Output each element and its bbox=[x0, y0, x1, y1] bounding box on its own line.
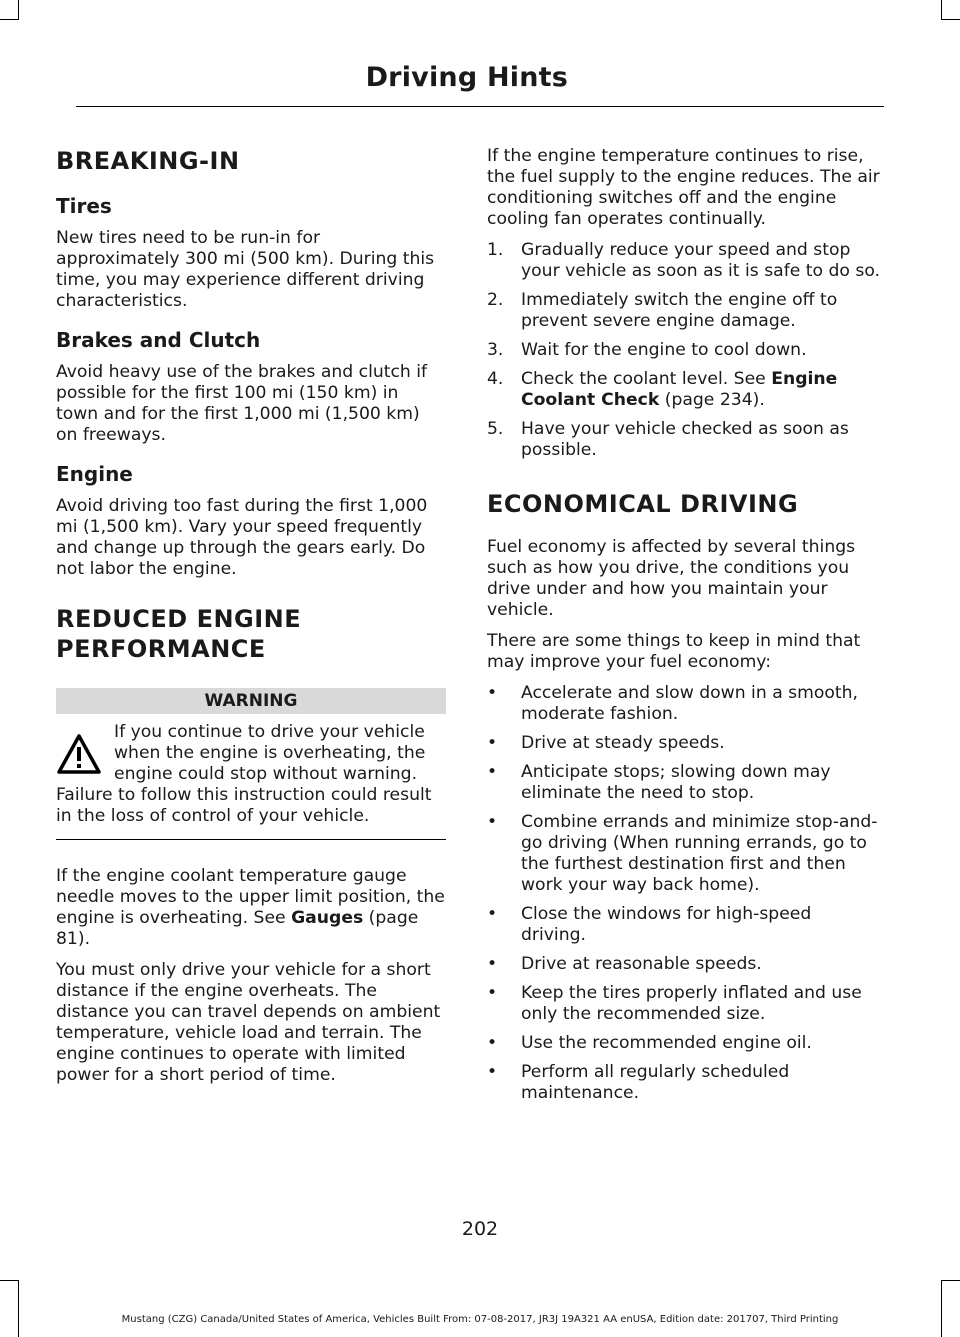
bullet: • bbox=[487, 1062, 498, 1082]
right-column bbox=[487, 146, 881, 1114]
subheading-engine: Engine bbox=[56, 462, 133, 486]
list-item-text: Combine errands and minimize stop-and-go driving (When running errands, go to the furthest destination first and then work your way back home). bbox=[521, 812, 878, 895]
warning-box bbox=[56, 722, 446, 840]
gauge-reference: Gauges bbox=[291, 908, 364, 928]
crop-mark bbox=[0, 1280, 18, 1281]
list-item-text: Keep the tires properly inflated and use only the recommended size. bbox=[521, 983, 862, 1024]
section-title-line-2: PERFORMANCE bbox=[56, 635, 266, 663]
section-title-line-1: REDUCED ENGINE bbox=[56, 605, 302, 633]
list-item-text: Perform all regularly scheduled maintenance. bbox=[521, 1062, 790, 1103]
gauge-page: (page 81). bbox=[56, 908, 419, 949]
left-column bbox=[56, 146, 446, 1096]
list-number: 3. bbox=[487, 340, 504, 360]
crop-mark bbox=[941, 1280, 942, 1337]
list-item bbox=[487, 1033, 881, 1054]
list-item-page: (page 234). bbox=[659, 390, 765, 410]
paragraph-economy-1: Fuel economy is affected by several things such as how you drive, the conditions you drive under and how you maintain your vehicle. bbox=[487, 537, 856, 620]
list-number: 1. bbox=[487, 240, 504, 260]
list-item bbox=[487, 904, 881, 946]
warning-text: If you continue to drive your vehicle when the engine is overheating, the engine could stop without warning. Failure to follow this instruction could result in the loss of control of your vehicle. bbox=[56, 722, 432, 826]
section-title-economical: ECONOMICAL DRIVING bbox=[487, 490, 799, 518]
coolant-check-reference: Engine Coolant Check bbox=[521, 369, 838, 410]
list-item bbox=[487, 369, 881, 411]
paragraph-short-distance: You must only drive your vehicle for a short distance if the engine overheats. The distance you can travel depends on ambient temperature, vehicle load and terrain. The engine continues to operate with limited power for a short period of time. bbox=[56, 960, 441, 1085]
list-item-text: Drive at steady speeds. bbox=[521, 733, 725, 753]
subheading-tires: Tires bbox=[56, 194, 112, 218]
bullet: • bbox=[487, 904, 498, 924]
list-item bbox=[487, 240, 881, 282]
list-item bbox=[487, 419, 881, 461]
section-title-reduced-performance bbox=[56, 604, 446, 664]
page-footer: Mustang (CZG) Canada/United States of America, Vehicles Built From: 07-08-2017, JR3J 19A321 AA enUSA, Edition date: 201707, Third Printing bbox=[121, 1314, 839, 1325]
list-item bbox=[487, 954, 881, 975]
crop-mark bbox=[18, 0, 19, 20]
crop-mark bbox=[0, 19, 18, 20]
list-item-text: Use the recommended engine oil. bbox=[521, 1033, 812, 1053]
list-item bbox=[487, 762, 881, 804]
subheading-brakes: Brakes and Clutch bbox=[56, 328, 261, 352]
warning-triangle-icon bbox=[56, 732, 102, 778]
gauge-text: If the engine coolant temperature gauge needle moves to the upper limit position, the engine is overheating. See bbox=[56, 866, 445, 928]
steps-list bbox=[487, 240, 881, 461]
page-header-title: Driving Hints bbox=[365, 62, 568, 93]
list-item bbox=[487, 1062, 881, 1104]
bullet: • bbox=[487, 683, 498, 703]
list-number: 5. bbox=[487, 419, 504, 439]
bullet: • bbox=[487, 1033, 498, 1053]
list-item-text: Check the coolant level. See bbox=[521, 369, 772, 389]
list-item bbox=[487, 812, 881, 896]
list-item-text: Accelerate and slow down in a smooth, moderate fashion. bbox=[521, 683, 859, 724]
bullet: • bbox=[487, 812, 498, 832]
list-item bbox=[487, 733, 881, 754]
list-item-text: Immediately switch the engine off to prevent severe engine damage. bbox=[521, 290, 838, 331]
bullet: • bbox=[487, 954, 498, 974]
section-title-breaking-in: BREAKING-IN bbox=[56, 147, 240, 175]
bullet: • bbox=[487, 762, 498, 782]
list-item bbox=[487, 290, 881, 332]
crop-mark bbox=[18, 1280, 19, 1337]
warning-header: WARNING bbox=[56, 688, 446, 714]
bullet: • bbox=[487, 983, 498, 1003]
tips-list bbox=[487, 683, 881, 1104]
list-item bbox=[487, 683, 881, 725]
list-item-text: Gradually reduce your speed and stop your vehicle as soon as it is safe to do so. bbox=[521, 240, 881, 281]
list-number: 2. bbox=[487, 290, 504, 310]
crop-mark bbox=[942, 19, 960, 20]
list-item-text: Have your vehicle checked as soon as possible. bbox=[521, 419, 849, 460]
header-rule bbox=[76, 106, 884, 107]
page-number: 202 bbox=[461, 1218, 499, 1240]
list-number: 4. bbox=[487, 369, 504, 389]
bullet: • bbox=[487, 733, 498, 753]
paragraph-temperature: If the engine temperature continues to rise, the fuel supply to the engine reduces. The air conditioning switches off and the engine cooling fan operates continually. bbox=[487, 146, 880, 229]
list-item-text: Drive at reasonable speeds. bbox=[521, 954, 762, 974]
paragraph-engine: Avoid driving too fast during the first 1,000 mi (1,500 km). Vary your speed frequently and change up through the gears early. Do not labor the engine. bbox=[56, 496, 428, 579]
list-item bbox=[487, 340, 881, 361]
crop-mark bbox=[942, 1280, 960, 1281]
list-item bbox=[487, 983, 881, 1025]
list-item-text: Wait for the engine to cool down. bbox=[521, 340, 807, 360]
crop-mark bbox=[941, 0, 942, 20]
paragraph-brakes: Avoid heavy use of the brakes and clutch if possible for the first 100 mi (150 km) in town and for the first 1,000 mi (1,500 km) on freeways. bbox=[56, 362, 428, 445]
list-item-text: Close the windows for high-speed driving. bbox=[521, 904, 812, 945]
paragraph-tires: New tires need to be run-in for approximately 300 mi (500 km). During this time, you may experience different driving characteristics. bbox=[56, 228, 435, 311]
paragraph-gauge bbox=[56, 866, 446, 950]
list-item-text: Anticipate stops; slowing down may eliminate the need to stop. bbox=[521, 762, 831, 803]
paragraph-economy-2: There are some things to keep in mind that may improve your fuel economy: bbox=[487, 631, 861, 672]
